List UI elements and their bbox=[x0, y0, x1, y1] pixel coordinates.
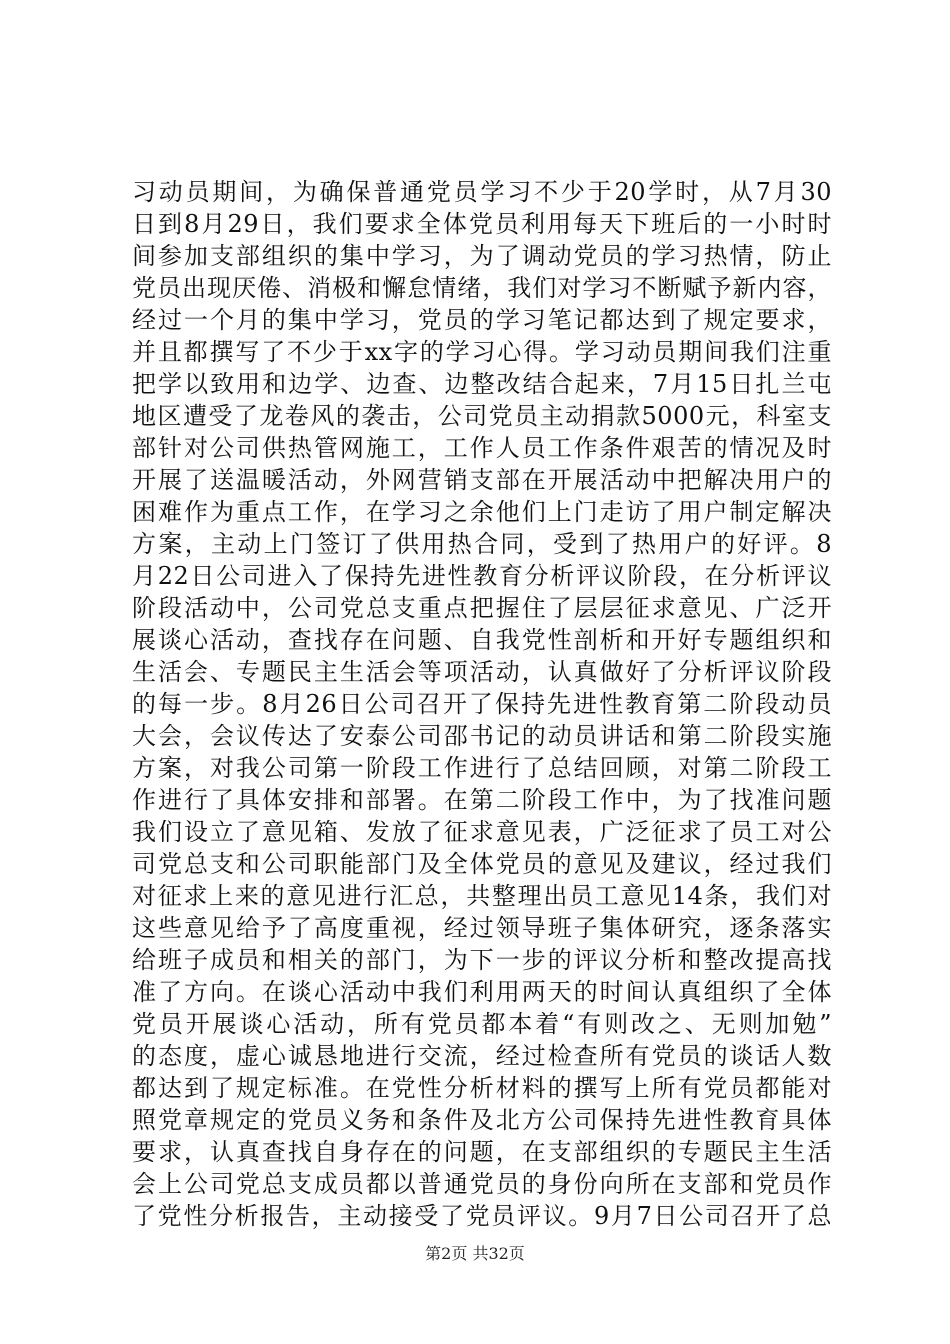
text-line: 并且都撰写了不少于xx字的学习心得。学习动员期间我们注重 bbox=[132, 338, 832, 366]
text-line: 对征求上来的意见进行汇总，共整理出员工意见14条，我们对 bbox=[132, 882, 832, 910]
text-line: 方案，主动上门签订了供用热合同，受到了热用户的好评。8 bbox=[132, 530, 832, 558]
text-line: 了党性分析报告，主动接受了党员评议。9月7日公司召开了总 bbox=[132, 1202, 832, 1230]
text-line: 党员出现厌倦、消极和懈怠情绪，我们对学习不断赋予新内容， bbox=[132, 274, 832, 302]
text-line: 方案，对我公司第一阶段工作进行了总结回顾，对第二阶段工 bbox=[132, 754, 832, 782]
text-line: 部针对公司供热管网施工，工作人员工作条件艰苦的情况及时 bbox=[132, 434, 832, 462]
body-text bbox=[132, 176, 832, 1232]
text-line: 的每一步。8月26日公司召开了保持先进性教育第二阶段动员 bbox=[132, 690, 832, 718]
text-line: 阶段活动中，公司党总支重点把握住了层层征求意见、广泛开 bbox=[132, 594, 832, 622]
text-line: 司党总支和公司职能部门及全体党员的意见及建议，经过我们 bbox=[132, 850, 832, 878]
text-line: 的态度，虚心诚恳地进行交流，经过检查所有党员的谈话人数 bbox=[132, 1042, 832, 1070]
text-line: 作进行了具体安排和部署。在第二阶段工作中，为了找准问题 bbox=[132, 786, 832, 814]
text-line: 我们设立了意见箱、发放了征求意见表，广泛征求了员工对公 bbox=[132, 818, 832, 846]
text-line: 间参加支部组织的集中学习，为了调动党员的学习热情，防止 bbox=[132, 242, 832, 270]
text-line: 党员开展谈心活动，所有党员都本着“有则改之、无则加勉” bbox=[132, 1010, 832, 1038]
text-line: 习动员期间，为确保普通党员学习不少于20学时，从7月30 bbox=[132, 178, 832, 206]
text-line: 把学以致用和边学、边查、边整改结合起来，7月15日扎兰屯 bbox=[132, 370, 832, 398]
text-line: 展谈心活动，查找存在问题、自我党性剖析和开好专题组织和 bbox=[132, 626, 832, 654]
text-line: 照党章规定的党员义务和条件及北方公司保持先进性教育具体 bbox=[132, 1106, 832, 1134]
text-line: 大会，会议传达了安泰公司邵书记的动员讲话和第二阶段实施 bbox=[132, 722, 832, 750]
text-line: 这些意见给予了高度重视，经过领导班子集体研究，逐条落实 bbox=[132, 914, 832, 942]
text-line: 要求，认真查找自身存在的问题，在支部组织的专题民主生活 bbox=[132, 1138, 832, 1166]
text-line: 月22日公司进入了保持先进性教育分析评议阶段，在分析评议 bbox=[132, 562, 832, 590]
text-line: 经过一个月的集中学习，党员的学习笔记都达到了规定要求， bbox=[132, 306, 832, 334]
text-line: 会上公司党总支成员都以普通党员的身份向所在支部和党员作 bbox=[132, 1170, 832, 1198]
text-line: 给班子成员和相关的部门，为下一步的评议分析和整改提高找 bbox=[132, 946, 832, 974]
text-line: 困难作为重点工作，在学习之余他们上门走访了用户制定解决 bbox=[132, 498, 832, 526]
page-footer: 第2页 共32页 bbox=[425, 1244, 525, 1263]
text-line: 开展了送温暖活动，外网营销支部在开展活动中把解决用户的 bbox=[132, 466, 832, 494]
text-line: 生活会、专题民主生活会等项活动，认真做好了分析评议阶段 bbox=[132, 658, 832, 686]
text-line: 地区遭受了龙卷风的袭击，公司党员主动捐款5000元，科室支 bbox=[132, 402, 832, 430]
text-line: 都达到了规定标准。在党性分析材料的撰写上所有党员都能对 bbox=[132, 1074, 832, 1102]
text-line: 日到8月29日，我们要求全体党员利用每天下班后的一小时时 bbox=[132, 210, 832, 238]
text-line: 准了方向。在谈心活动中我们利用两天的时间认真组织了全体 bbox=[132, 978, 832, 1006]
